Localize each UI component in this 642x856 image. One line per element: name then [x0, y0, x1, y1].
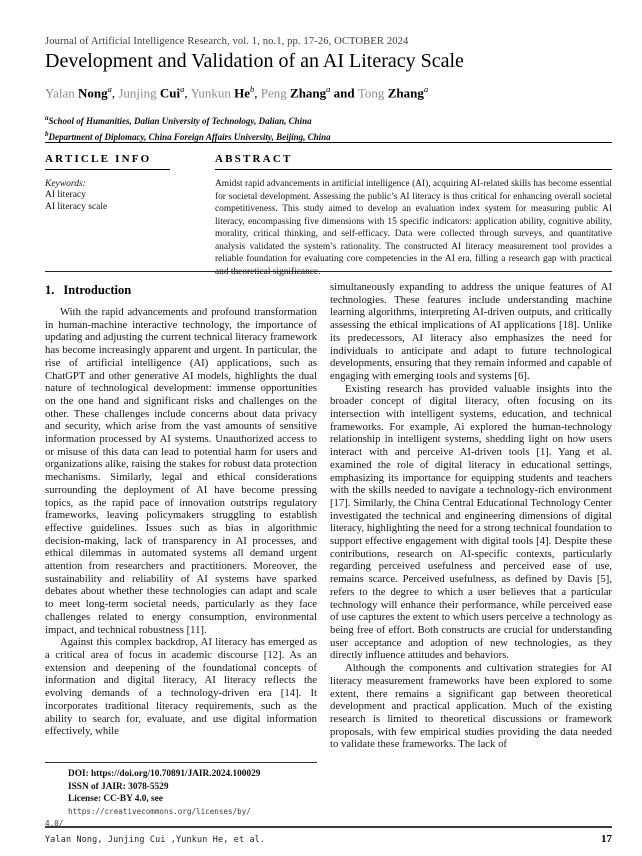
article-info-column: [45, 153, 170, 213]
author-affiliation-superscript: a: [107, 84, 112, 94]
page-number: 17: [601, 833, 612, 845]
keyword-item: AI literacy scale: [45, 202, 108, 212]
keyword-item: AI literacy: [45, 190, 86, 200]
author-last-name: Zhang: [387, 85, 424, 101]
author-affiliation-superscript: a: [326, 84, 331, 94]
body-right-column: [330, 281, 612, 801]
license-url-continued: 4.0/: [45, 819, 64, 828]
keywords-label: Keywords:: [45, 179, 86, 189]
author-first-name: Yalan: [45, 85, 78, 101]
author-affiliation-superscript: b: [250, 84, 255, 94]
doi-line: DOI: https://doi.org/10.70891/JAIR.2024.100029: [68, 769, 261, 779]
author-last-name: Zhang: [290, 85, 327, 101]
affiliation-superscript: b: [45, 130, 49, 138]
journal-header-line: Journal of Artificial Intelligence Research, vol. 1, no.1, pp. 17-26, OCTOBER 2024: [45, 36, 409, 47]
footer-rule: [45, 826, 612, 828]
paper-title: Development and Validation of an AI Literacy Scale: [45, 50, 464, 72]
body-paragraph: Existing research has provided valuable insights into the broader concept of digital literacy, often focusing on its intersection with intelligent systems, education, and technical frameworks. For example, Ai explored the human-technology relationship in intelligent systems, shedding light on how users interact with and perceive AI-driven tools [1]. Yang et al. examined the role of digital literacy in educational settings, emphasizing its importance for equipping students and teachers with the skills needed to navigate a technology-rich environment [17]. Similarly, the China Central Educational Technology Center investigated the technical and engineering dimensions of digital literacy, highlighting the need for a strong technical foundation to support effective engagement with digital tools [4]. Despite these contributions, research on AI-specific contexts, particularly regarding perceived usefulness and perceived ease of use, remains scarce. Perceived usefulness, as defined by Davis [5], refers to the degree to which a user believes that a particular technology will enhance their performance, while perceived ease of use captures the extent to which users perceive a technology as being free of effort. Both constructs are crucial for understanding user acceptance and adoption of new technologies, as they directly influence attitudes and behaviors.: [330, 382, 612, 662]
author-first-name: Tong: [357, 85, 388, 101]
abstract-heading: ABSTRACT: [215, 153, 293, 165]
running-head-authors: Yalan Nong, Junjing Cui ,Yunkun He, et al.: [45, 834, 266, 844]
author-last-name: He: [234, 85, 251, 101]
author-last-name: Nong: [78, 85, 108, 101]
abstract-text: Amidst rapid advancements in artificial intelligence (AI), acquiring AI-related skills has become essential for societal development. Assessing the public’s AI literacy is thus critical for enhancing overall societal competitiveness. This study aimed to develop an evaluation index system for measuring public AI literacy, encompassing five dimensions with 15 specific indicators: application ability, cognitive ability, morality, critical thinking, and self-efficacy. Data were collected through surveys, and quantitative analysis validated the system’s rationality. The constructed AI literacy measurement tool provides a reliable foundation for evaluating core competencies in the AI era, filling a research gap with practical and theoretical significance.: [215, 179, 612, 277]
page-footer: [45, 833, 612, 845]
article-info-heading: ARTICLE INFO: [45, 153, 152, 165]
article-info-underline: [45, 169, 170, 170]
header-divider-rule: [45, 142, 612, 143]
author-affiliation-superscript: a: [180, 84, 185, 94]
section-label: Introduction: [63, 283, 132, 297]
authors-line: Yalan Nong$^a$, Junjing Cui$^a$, Yunkun He$^b$, Peng Zhang$^a$ and Tong Zhang$^a$: [45, 84, 429, 101]
authors-connector: and: [330, 85, 358, 101]
affiliation-text: Department of Diplomacy, China Foreign Affairs University, Beijing, China: [48, 132, 331, 142]
body-left-column: [45, 281, 317, 761]
affiliation-text: School of Humanities, Dalian University of Technology, Dalian, China: [48, 116, 312, 126]
license-line: [45, 793, 317, 818]
section-heading-introduction: [45, 283, 317, 298]
first-page-footnote: [45, 762, 317, 831]
license-url: https://creativecommons.org/licenses/by/: [68, 806, 251, 816]
abstract-column: [215, 153, 612, 278]
issn-line: ISSN of JAIR: 3078-5529: [68, 781, 169, 792]
abstract-underline: [215, 169, 612, 170]
affiliations: [45, 112, 612, 144]
author-affiliation-superscript: a: [423, 84, 429, 94]
affiliation-item: [45, 112, 612, 128]
author-last-name: Cui: [159, 85, 181, 101]
affiliation-superscript: a: [45, 114, 49, 122]
license-label: License: CC-BY 4.0, see: [68, 794, 163, 804]
author-first-name: Yunkun: [190, 85, 235, 101]
body-paragraph: Against this complex backdrop, AI literacy has emerged as a critical area of focus in academic discourse [12]. As an extension and deepening of the foundational concepts of information and digital literacy, AI literacy reflects the evolving demands of a technology-driven era [14]. It incorporates traditional literacy requirements, such as the ability to search for, evaluate, and use digital information effectively, while: [45, 636, 317, 738]
abstract-bottom-rule: [45, 271, 612, 272]
body-paragraph: Although the components and cultivation strategies for AI literacy measurement frameworks have been explored to some extent, there remains a significant gap between theoretical development and practical application. Much of the existing research is limited to theoretical discussions or framework proposals, with few empirical studies providing the data needed to validate these frameworks. The lack of: [330, 662, 612, 751]
author-first-name: Peng: [260, 85, 291, 101]
author-first-name: Junjing: [118, 85, 160, 101]
body-paragraph: simultaneously expanding to address the unique features of AI technologies. These features include understanding machine learning algorithms, interpreting AI-driven outputs, and critically assessing the ethical implications of AI applications [18]. Unlike its predecessors, AI literacy also emphasizes the need for individuals to anticipate and adapt to future technological developments, ensuring that they remain informed and capable of engaging with emerging tools and systems [6].: [330, 281, 612, 382]
section-number: 1.: [45, 283, 55, 297]
body-paragraph: With the rapid advancements and profound transformation in human-machine interactive technology, the importance of updating and adjusting the current technical literacy framework has become increasingly apparent and urgent. In particular, the rise of artificial intelligence (AI) applications, such as ChatGPT and other generative AI models, highlights the dual nature of technological development: immense opportunities on the one hand and significant risks and challenges on the other. These challenges include concerns about data privacy and security, which arise from the vast amounts of sensitive information processed by AI systems. Unauthorized access to or misuse of this data can lead to potential harm for users and organizations alike, raising the stakes for robust data protection mechanisms. Similarly, legal and ethical considerations surrounding the deployment of AI have become pressing topics, as the rapid pace of innovation outstrips regulatory frameworks, leaving policymakers struggling to establish effective guidelines. Issues such as bias in algorithmic decision-making, lack of transparency in AI processes, and ethical dilemmas in automated systems all demand urgent attention from researchers and practitioners. Moreover, the sustainability and reliability of AI systems have sparked debates about whether these technologies can adapt and scale to meet long-term societal needs, particularly as they face challenges related to energy consumption, environmental impact, and technical robustness [11].: [45, 306, 317, 636]
